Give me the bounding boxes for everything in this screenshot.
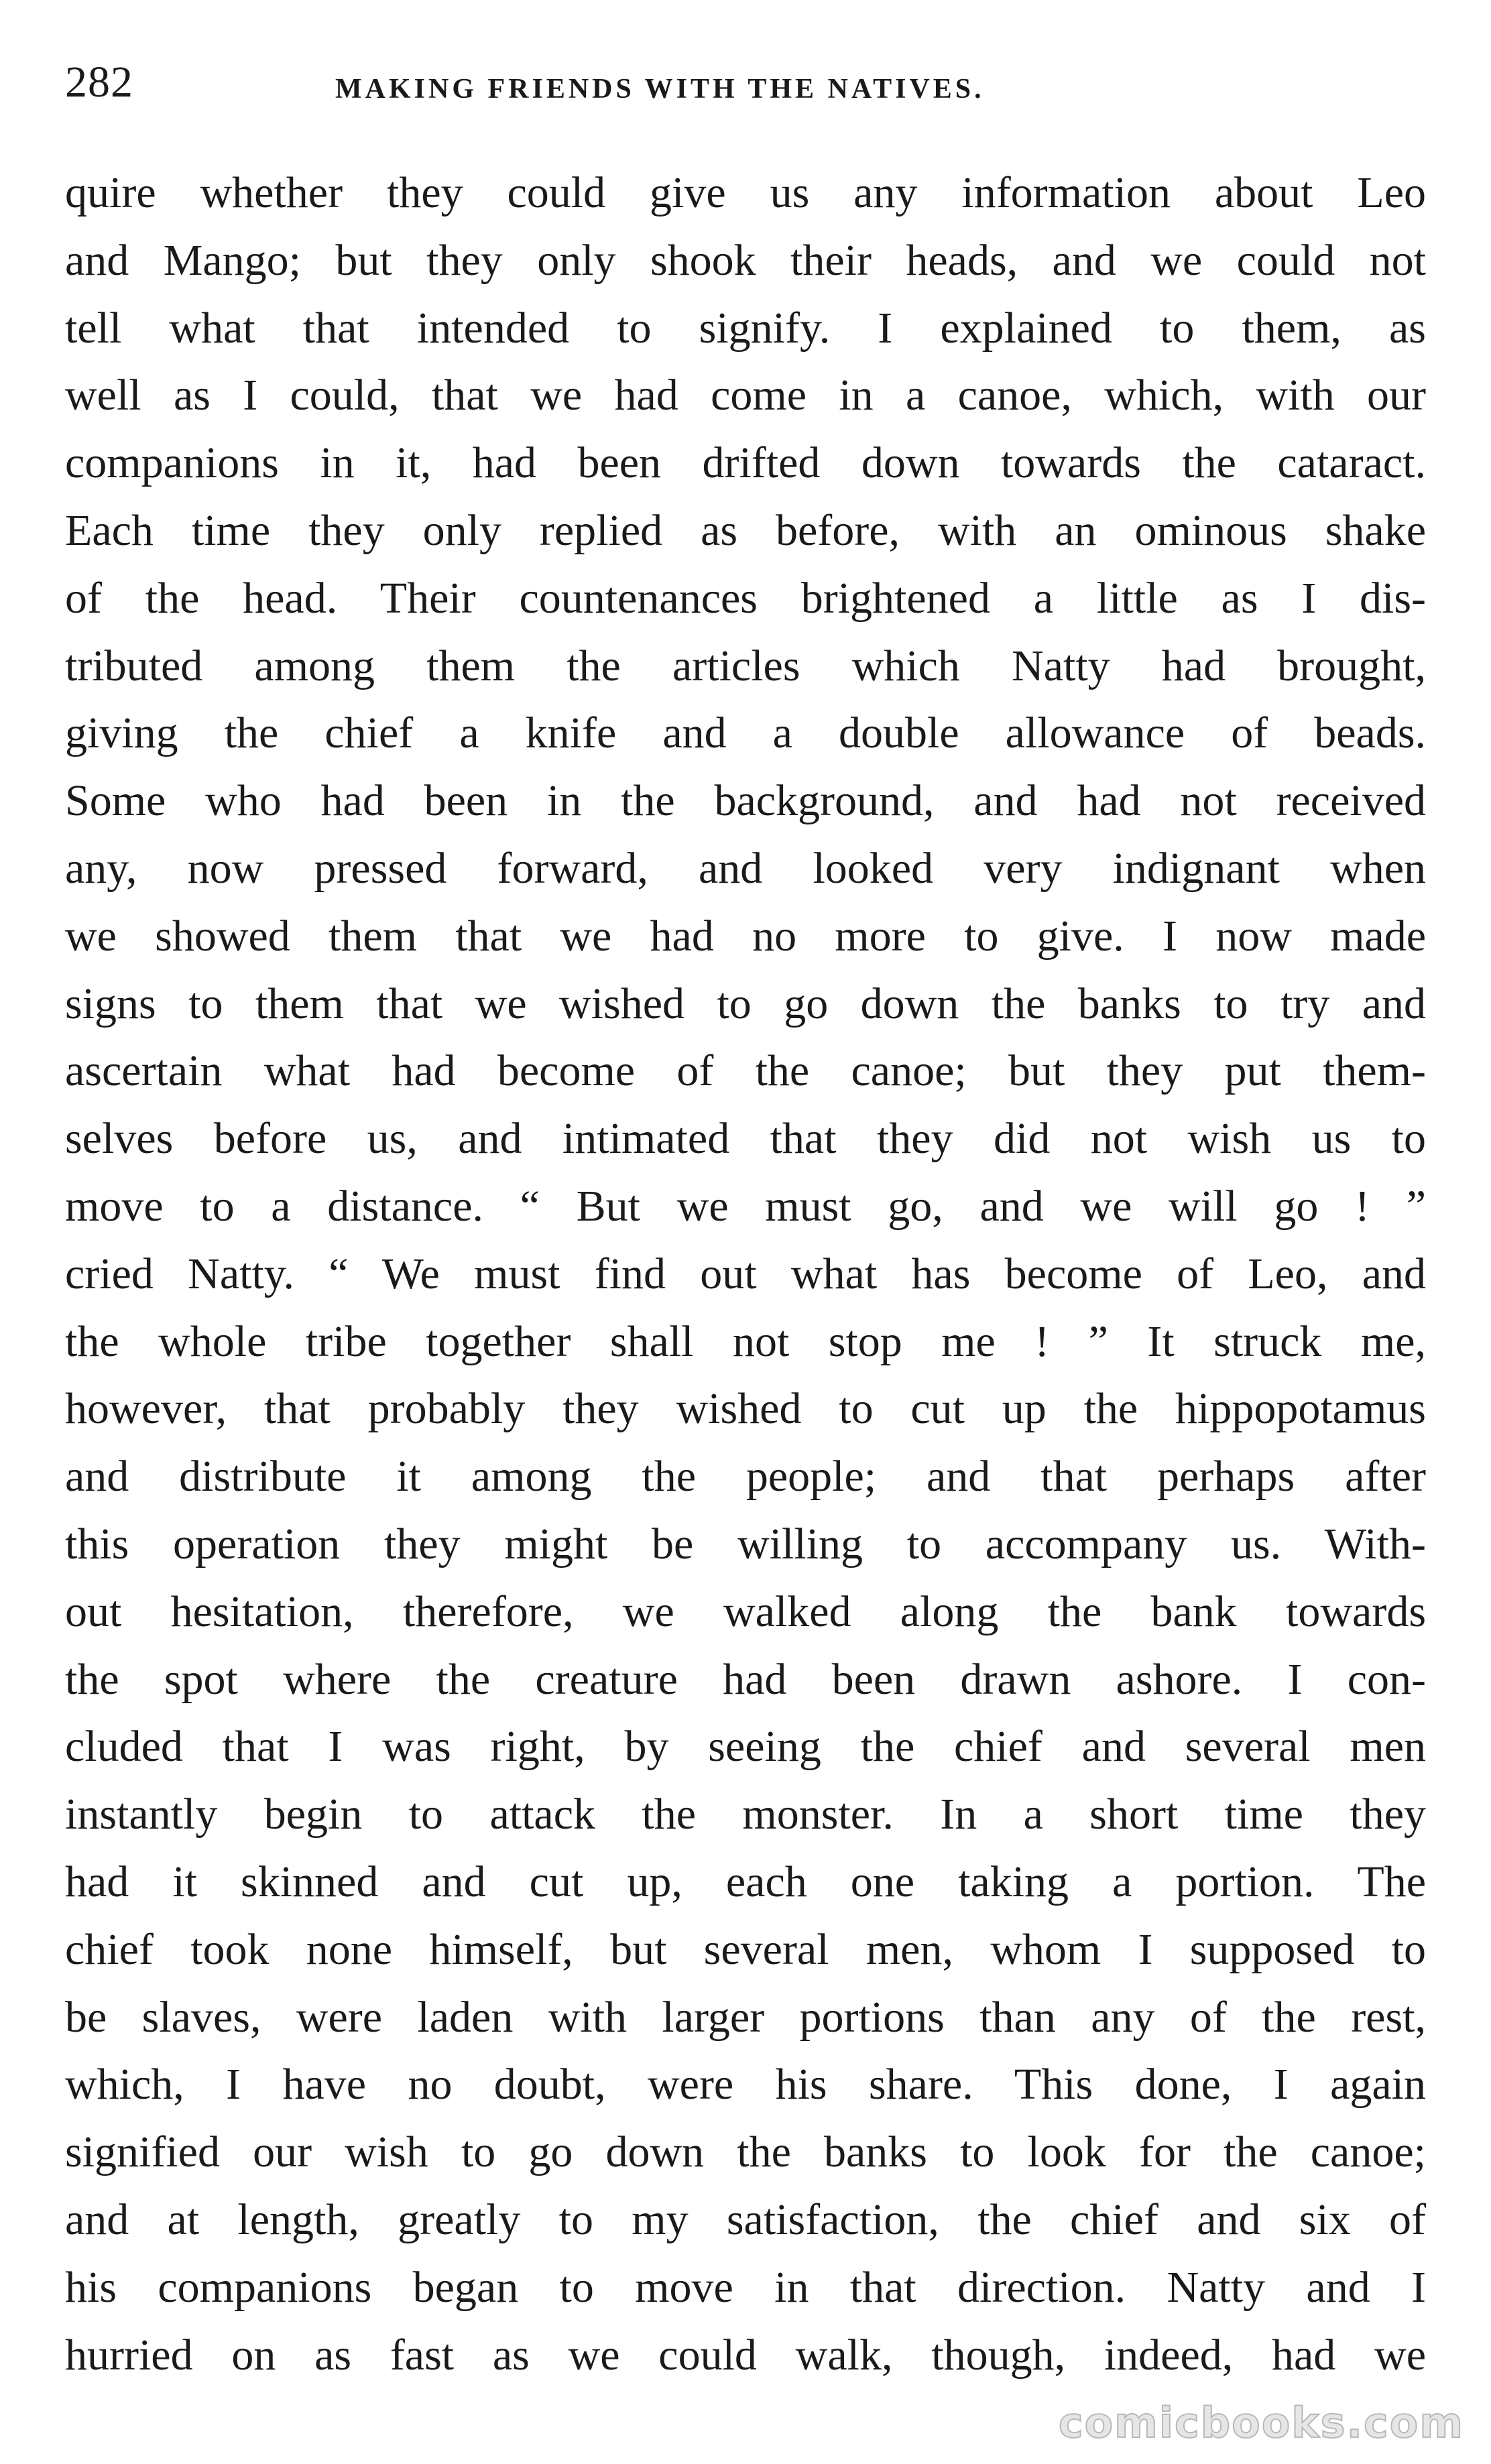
- text-line: companions in it, had been drifted down towards the cataract.: [65, 438, 1426, 488]
- text-line: which, I have no doubt, were his share. This done, I again: [65, 2060, 1426, 2109]
- running-head: MAKING FRIENDS WITH THE NATIVES.: [335, 74, 985, 105]
- text-line: cried Natty. “ We must find out what has become of Leo, and: [65, 1249, 1426, 1298]
- text-line: and at length, greatly to my satisfaction, the chief and six of: [65, 2195, 1426, 2244]
- text-line: be slaves, were laden with larger portions than any of the rest,: [65, 1992, 1426, 2042]
- text-line: the whole tribe together shall not stop me ! ” It struck me,: [65, 1316, 1426, 1366]
- text-line: tell what that intended to signify. I explained to them, as: [65, 303, 1426, 353]
- text-line: Each time they only replied as before, with an ominous shake: [65, 505, 1426, 555]
- text-line: hurried on as fast as we could walk, though, indeed, had we: [65, 2330, 1426, 2380]
- text-line: any, now pressed forward, and looked very indignant when: [65, 843, 1426, 893]
- text-line: chief took none himself, but several men, whom I supposed to: [65, 1924, 1426, 1974]
- text-line: cluded that I was right, by seeing the chief and several men: [65, 1722, 1426, 1772]
- text-line: had it skinned and cut up, each one taking a portion. The: [65, 1857, 1426, 1906]
- text-line: signified our wish to go down the banks to look for the canoe;: [65, 2128, 1426, 2177]
- text-line: move to a distance. “ But we must go, and we will go ! ”: [65, 1181, 1426, 1231]
- text-line: of the head. Their countenances brightened a little as I dis-: [65, 573, 1426, 623]
- text-line: and distribute it among the people; and that perhaps after: [65, 1452, 1426, 1501]
- text-line: his companions began to move in that direction. Natty and I: [65, 2262, 1426, 2312]
- text-line: tributed among them the articles which Natty had brought,: [65, 641, 1426, 690]
- text-line: we showed them that we had no more to give. I now made: [65, 911, 1426, 961]
- text-line: the spot where the creature had been drawn ashore. I con-: [65, 1654, 1426, 1704]
- text-line: however, that probably they wished to cut up the hippopotamus: [65, 1384, 1426, 1434]
- page-number: 282: [65, 58, 133, 107]
- text-line: this operation they might be willing to accompany us. With-: [65, 1519, 1426, 1568]
- text-line: and Mango; but they only shook their heads, and we could not: [65, 235, 1426, 285]
- text-line: giving the chief a knife and a double allowance of beads.: [65, 709, 1426, 758]
- body-text: [65, 160, 1426, 2389]
- text-line: quire whether they could give us any information about Leo: [65, 168, 1426, 217]
- text-line: selves before us, and intimated that they did not wish us to: [65, 1114, 1426, 1164]
- text-line: out hesitation, therefore, we walked along the bank towards: [65, 1587, 1426, 1636]
- watermark: comicbooks.com: [1058, 2398, 1464, 2447]
- text-line: instantly begin to attack the monster. In a short time they: [65, 1790, 1426, 1839]
- text-line: ascertain what had become of the canoe; but they put them-: [65, 1046, 1426, 1096]
- text-line: well as I could, that we had come in a canoe, which, with our: [65, 371, 1426, 420]
- text-line: Some who had been in the background, and had not received: [65, 776, 1426, 826]
- text-line: signs to them that we wished to go down the banks to try and: [65, 979, 1426, 1028]
